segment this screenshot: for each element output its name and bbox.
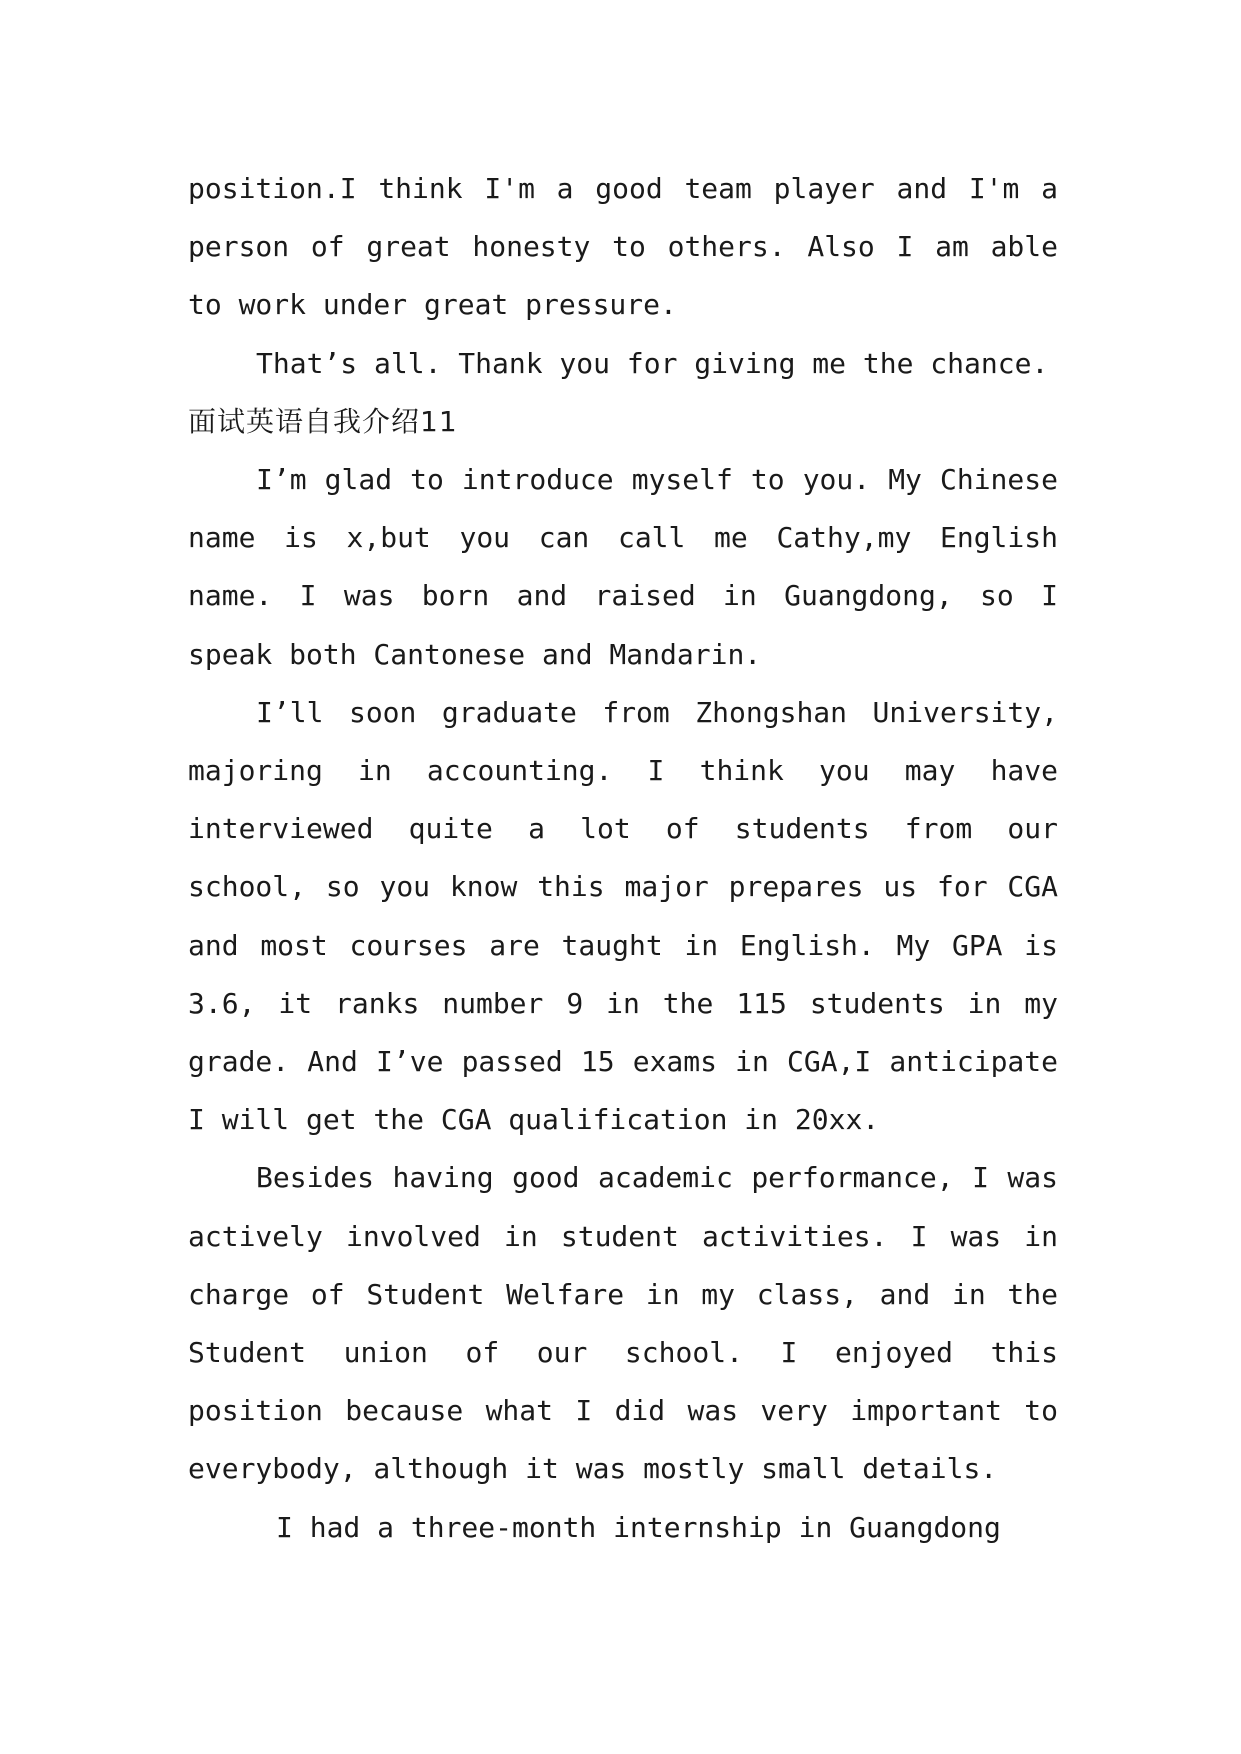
section-heading: 面试英语自我介绍11 [188, 404, 458, 438]
paragraph-introduction: I’m glad to introduce myself to you. My Chinese name is x,but you can call me Cathy,my English name. I was born and raised in Guangdong, so I speak both Cantonese and Mandarin. [188, 463, 1058, 671]
paragraph-activities: Besides having good academic performance, I was actively involved in student activities. I was in charge of Student Welfare in my class, and in the Student union of our school. I enjoyed this position because what I did was very important to everybody, although it was mostly small details. [188, 1161, 1058, 1486]
paragraph-continued: position.I think I'm a good team player and I'm a person of great honesty to others. Also I am able to work under great pressure. [188, 172, 1058, 322]
paragraph-closing: That’s all. Thank you for giving me the chance. [256, 346, 1049, 380]
paragraph-internship: I had a three-month internship in Guangdong [276, 1510, 1001, 1544]
document-body [188, 160, 1058, 1557]
paragraph-education: I’ll soon graduate from Zhongshan University, majoring in accounting. I think you may have interviewed quite a lot of students from our school, so you know this major prepares us for CGA and most courses are taught in English. My GPA is 3.6, it ranks number 9 in the 115 students in my grade. And I’ve passed 15 exams in CGA,I anticipate I will get the CGA qualification in 20xx. [188, 695, 1058, 1137]
